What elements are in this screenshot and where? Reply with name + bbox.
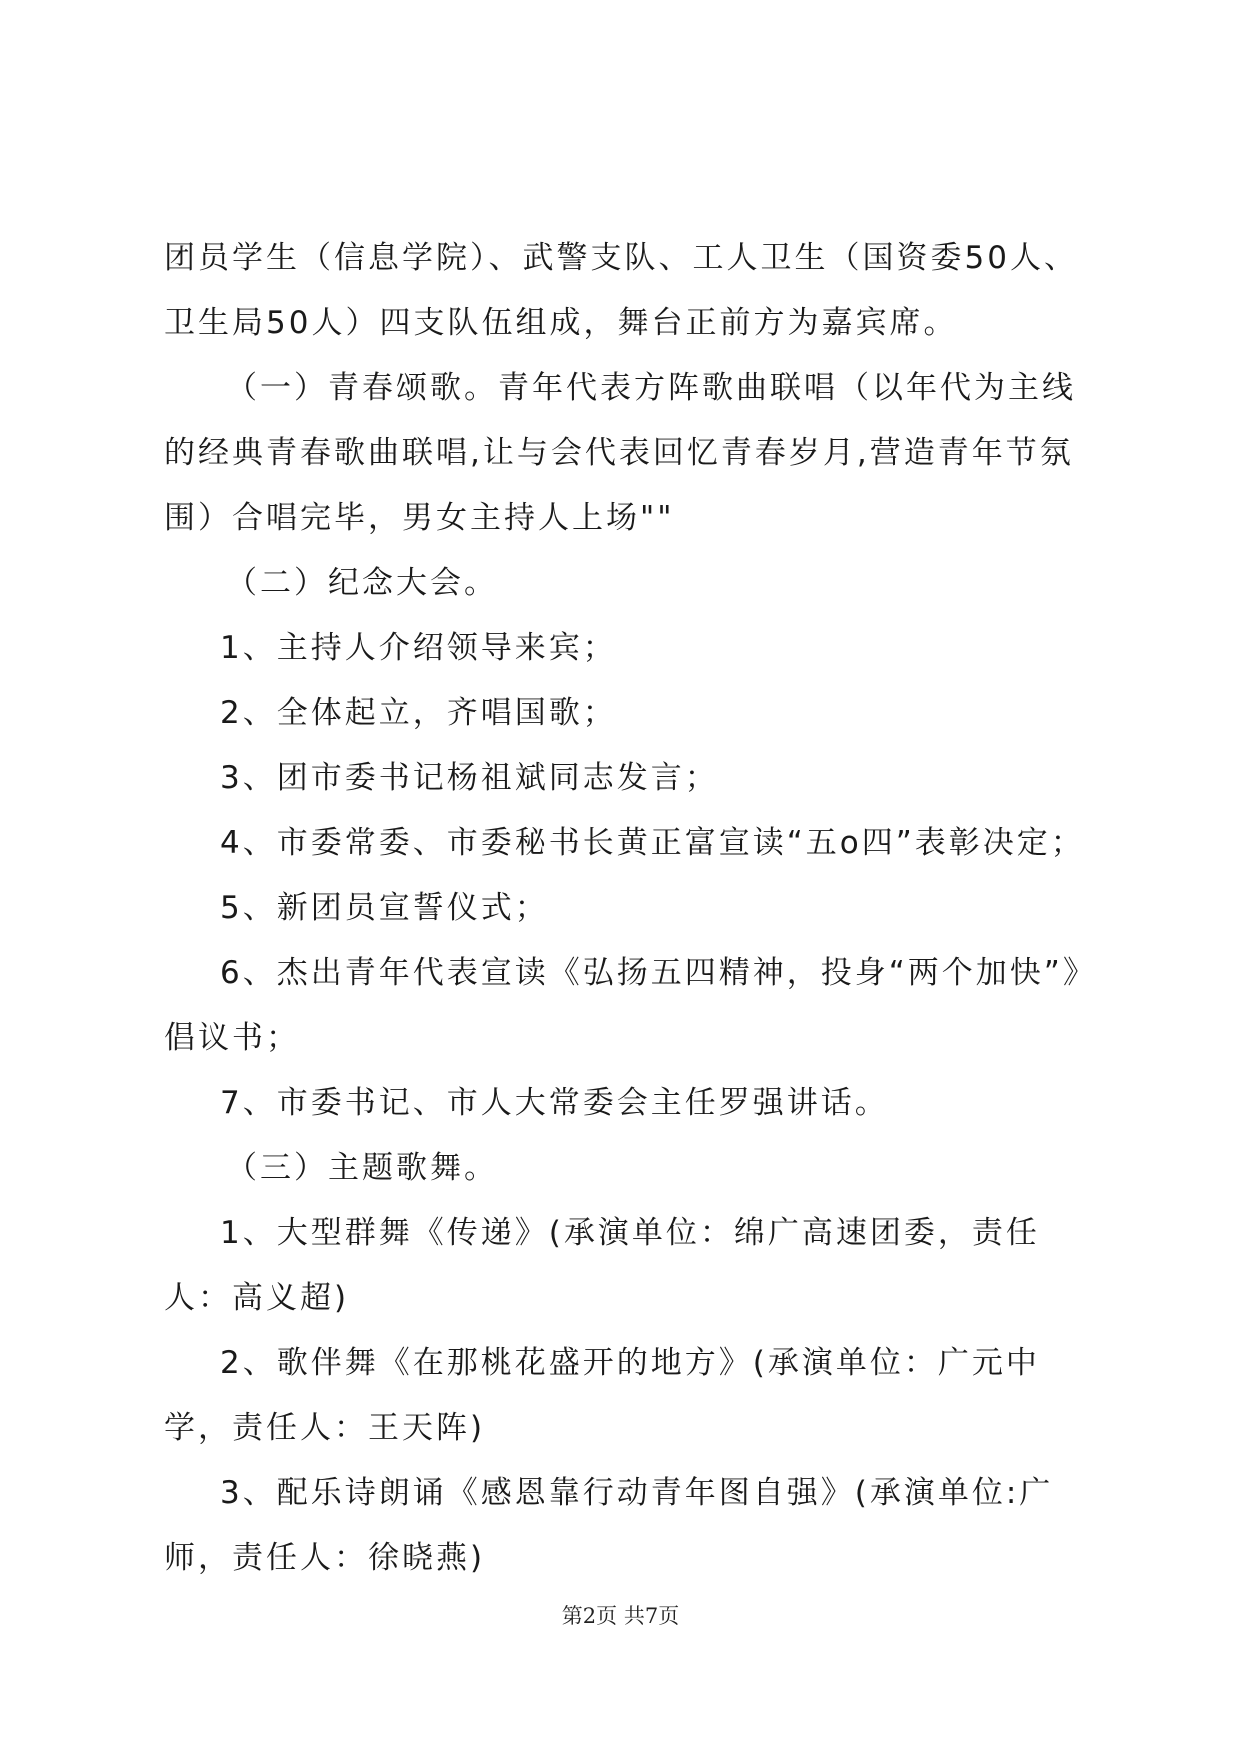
paragraph-section-1: （一）青春颂歌。青年代表方阵歌曲联唱（以年代为主线的经典青春歌曲联唱,让与会代表回忆青春岁月,营造青年节氛围）合唱完毕，男女主持人上场"" (164, 370, 1076, 536)
list-item: 3、团市委书记杨祖斌同志发言； (220, 760, 719, 796)
list-item: 5、新团员宣誓仪式； (220, 890, 549, 926)
list-item: 7、市委书记、市人大常委会主任罗强讲话。 (220, 1085, 889, 1121)
list-item: 2、全体起立，齐唱国歌； (220, 695, 617, 731)
document-body (164, 226, 1099, 1591)
page-number-footer: 第2页 共7页 (561, 1604, 680, 1628)
list-item: 4、市委常委、市委秘书长黄正富宣读“五o四”表彰决定； (220, 825, 1085, 861)
list-item: 1、大型群舞《传递》(承演单位：绵广高速团委，责任人：高义超) (164, 1215, 1040, 1316)
list-item: 6、杰出青年代表宣读《弘扬五四精神，投身“两个加快”》倡议书； (164, 955, 1097, 1056)
paragraph-continuation: 团员学生（信息学院）、武警支队、工人卫生（国资委50人、卫生局50人）四支队伍组成，舞台正前方为嘉宾席。 (164, 240, 1078, 341)
heading-section-3: （三）主题歌舞。 (226, 1150, 498, 1186)
list-item: 3、配乐诗朗诵《感恩靠行动青年图自强》(承演单位:广师，责任人：徐晓燕) (164, 1475, 1054, 1576)
heading-section-2: （二）纪念大会。 (226, 565, 498, 601)
list-item: 2、歌伴舞《在那桃花盛开的地方》(承演单位：广元中学，责任人：王天阵) (164, 1345, 1040, 1446)
list-item: 1、主持人介绍领导来宾； (220, 630, 617, 666)
